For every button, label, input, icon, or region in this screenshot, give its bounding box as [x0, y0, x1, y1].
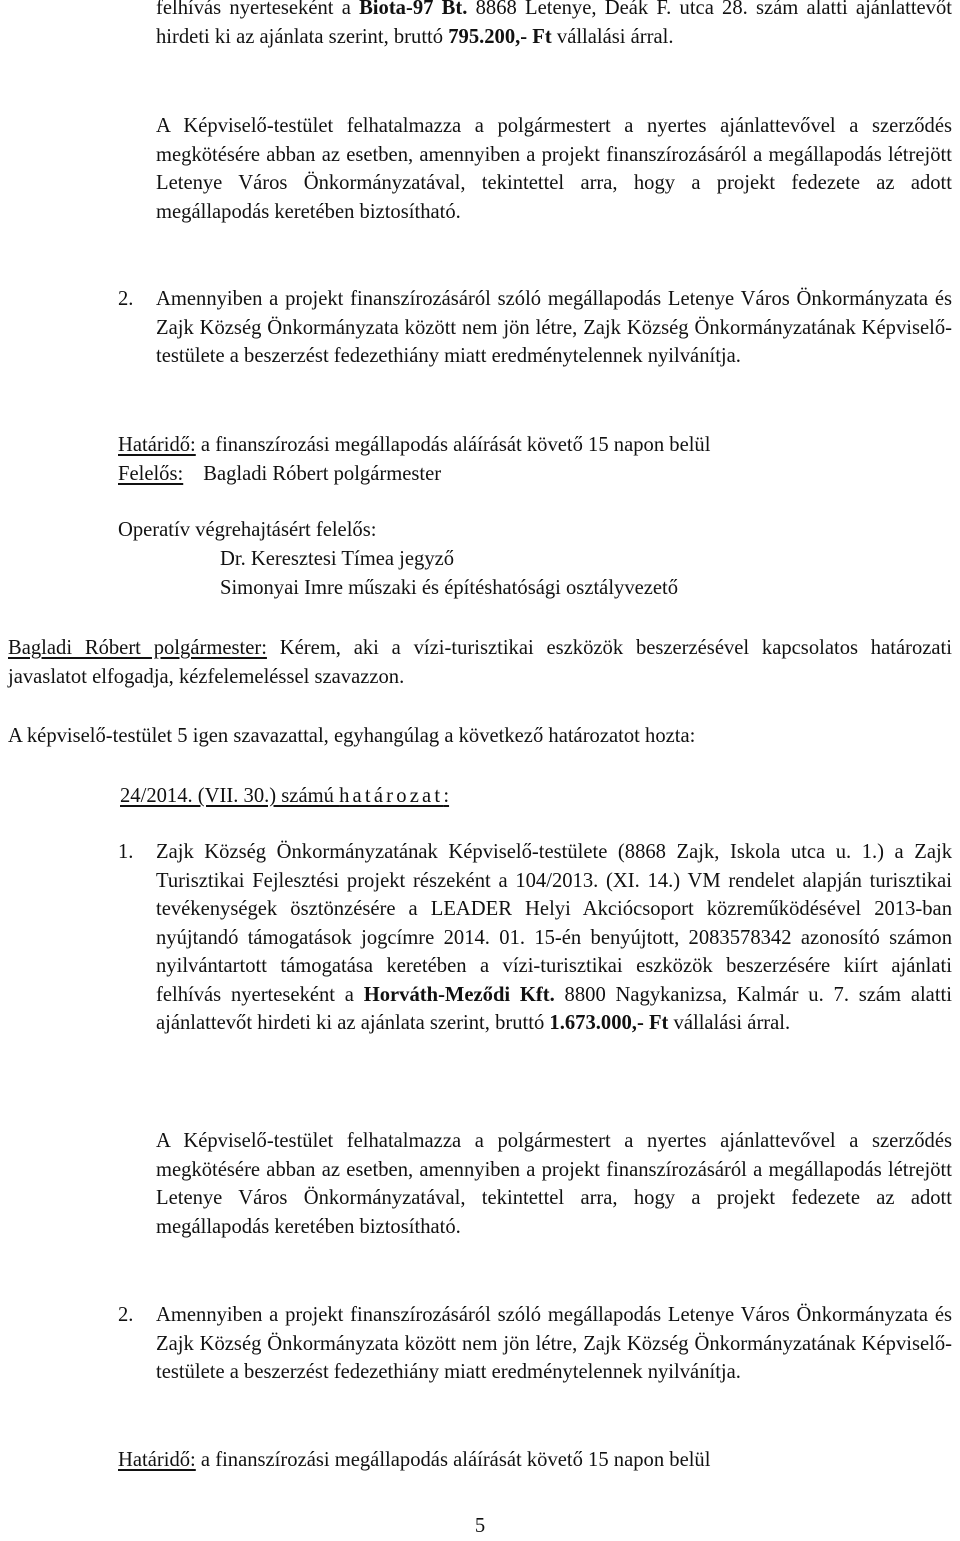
operative-label: Operatív végrehajtásért felelős:	[118, 519, 377, 541]
bid-amount: 795.200,- Ft	[448, 25, 552, 48]
statement-text: Kérem, aki a vízi-turisztikai eszközök beszerzésével kapcsolatos határozati javaslatot elfogadja, kézfelemeléssel szavazzon.	[8, 637, 952, 688]
company-address: 8868 Letenye, Deák F. utca 28. szám alatti ajánlattevőt hirdeti ki az ajánlata szerint, bruttó	[156, 0, 952, 48]
deadline-text: a finanszírozási megállapodás aláírását követő 15 napon belül	[195, 434, 711, 456]
operative-person-1: Dr. Keresztesi Tímea jegyző	[220, 548, 455, 570]
point-1-end: vállalási árral.	[668, 1012, 791, 1034]
mayor-statement	[8, 634, 952, 691]
top-paragraph-end: vállalási árral.	[551, 25, 674, 48]
deadline-label: Határidő:	[118, 1449, 196, 1471]
point-1-text: Zajk Község Önkormányzatának Képviselő-testülete (8868 Zajk, Iskola utca u. 1.) a Zajk Turisztikai Fejlesztési projekt részeként a 104/2013. (XI. 14.) VM rendelet alapján turisztikai tevékenységek ösztönzésére a LEADER Helyi Akciócsoport közreműködésével 2013-ban nyújtandó támogatások jogcímre 2014. 01. 15-én benyújtott, 2083578342 azonosító számon nyilvántartott támogatása keretében a vízi-turisztikai eszközök beszerzésére kiírt ajánlati felhívás nyerteseként a	[156, 841, 952, 1006]
speaker-label: Bagladi Róbert polgármester:	[8, 637, 267, 659]
point-number: 1.	[118, 841, 134, 863]
authorization-paragraph: A Képviselő-testület felhatalmazza a polgármestert a nyertes ajánlattevővel a szerződés megkötésére abban az esetben, amennyiben a projekt finanszírozásáról a megállapodás létrejött Letenye Város Önkormányzatával, tekintettel arra, hogy a projekt fedezete az adott megállapodás keretében biztosítható.	[156, 115, 952, 223]
resolution-colon: :	[443, 785, 450, 807]
responsible-label: Felelős:	[118, 463, 184, 485]
deadline-line	[118, 1446, 952, 1475]
point-2-paragraph: Amennyiben a projekt finanszírozásáról szóló megállapodás Letenye Város Önkormányzata és Zajk Község Önkormányzata között nem jön létre, Zajk Község Önkormányzatának Képviselő-testülete a beszerzést fedezethiány miatt eredménytelennek nyilvánítja.	[156, 1304, 952, 1383]
responsible-person: Bagladi Róbert polgármester	[203, 463, 442, 485]
resolution-number: 24/2014. (VII. 30.) számú	[120, 785, 340, 807]
company-address: 8800 Nagykanizsa, Kalmár u. 7. szám alatti ajánlattevőt hirdeti ki az ajánlata szerint, bruttó	[156, 983, 952, 1034]
point-1-paragraph	[156, 838, 952, 1038]
top-paragraph	[156, 0, 952, 51]
top-paragraph-text: felhívás nyerteseként a	[156, 0, 360, 19]
vote-result: A képviselő-testület 5 igen szavazattal, egyhangúlag a következő határozatot hozta:	[8, 725, 696, 747]
deadline-text: a finanszírozási megállapodás aláírását követő 15 napon belül	[195, 1449, 711, 1471]
point-number: 2.	[118, 288, 134, 310]
winning-company: Horváth-Meződi Kft.	[363, 983, 555, 1006]
deadline-label: Határidő:	[118, 434, 196, 456]
authorization-paragraph: A Képviselő-testület felhatalmazza a polgármestert a nyertes ajánlattevővel a szerződés megkötésére abban az esetben, amennyiben a projekt finanszírozásáról a megállapodás létrejött Letenye Város Önkormányzatával, tekintettel arra, hogy a projekt fedezete az adott megállapodás keretében biztosítható.	[156, 1130, 952, 1238]
bid-amount: 1.673.000,- Ft	[549, 1012, 669, 1034]
deadline-line	[118, 431, 952, 460]
resolution-word: határozat	[339, 785, 444, 807]
point-number: 2.	[118, 1304, 134, 1326]
resolution-heading	[120, 782, 449, 811]
responsible-line	[118, 460, 952, 489]
operative-person-2: Simonyai Imre műszaki és építéshatósági osztályvezető	[220, 577, 679, 599]
point-2-paragraph: Amennyiben a projekt finanszírozásáról szóló megállapodás Letenye Város Önkormányzata és Zajk Község Önkormányzata között nem jön létre, Zajk Község Önkormányzatának Képviselő-testülete a beszerzést fedezethiány miatt eredménytelennek nyilvánítja.	[156, 288, 952, 367]
winning-company: Biota-97 Bt.	[359, 0, 468, 19]
page-number: 5	[474, 1515, 486, 1537]
